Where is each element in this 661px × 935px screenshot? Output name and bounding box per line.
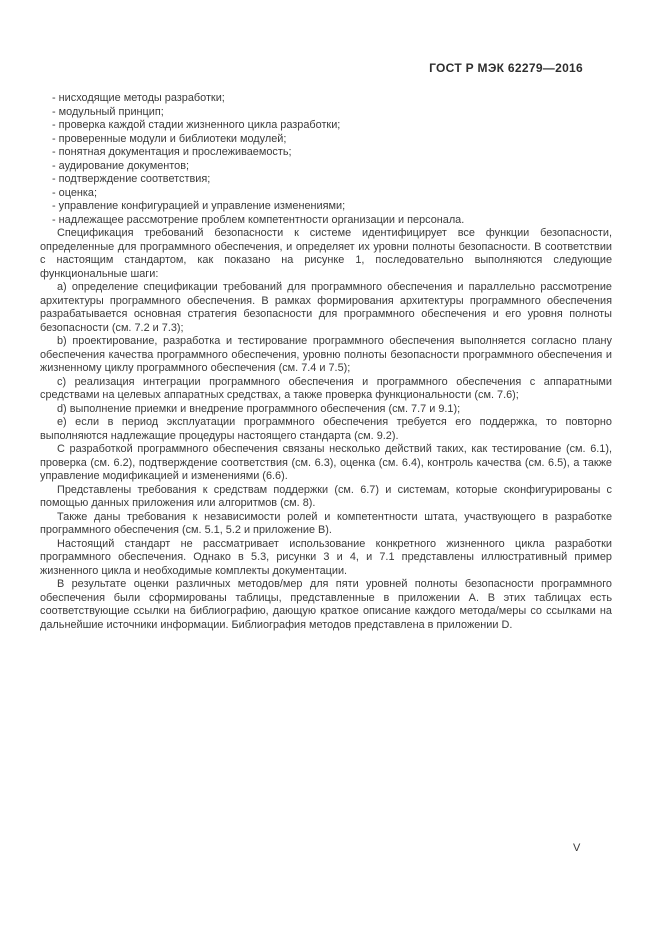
paragraph-support-tools: Представлены требования к средствам поддержки (см. 6.7) и системам, которые сконфигурированы с помощью данных приложения или алгоритмов (см. 8). <box>40 483 612 509</box>
page-number: V <box>573 842 581 854</box>
paragraph-step-b: b) проектирование, разработка и тестирование программного обеспечения выполняется согласно плану обеспечения качества программного обеспечения, уровню полноты безопасности программного обеспечения и жизненному циклу программного обеспечения (см. 7.4 и 7.5); <box>40 335 612 374</box>
list-item: - надлежащее рассмотрение проблем компетентности организации и персонала. <box>52 213 465 226</box>
paragraph-step-e: e) если в период эксплуатации программного обеспечения требуется его поддержка, то повторно выполняются надлежащие процедуры настоящего стандарта (см. 9.2). <box>40 416 612 442</box>
paragraph-development-actions: С разработкой программного обеспечения связаны несколько действий таких, как тестирование (см. 6.1), проверка (см. 6.2), подтверждение соответствия (см. 6.3), оценка (см. 6.4), контроль качества (см. 6.5), а также управление модификацией и изменениями (6.6). <box>40 443 612 482</box>
paragraph-step-a: a) определение спецификации требований для программного обеспечения и параллельно рассмотрение архитектуры программного обеспечения. В рамках формирования архитектуры программного обеспечения разрабатывается основная стратегия безопасности для программного обеспечения и его уровня полноты безопасности (см. 7.2 и 7.3); <box>40 281 612 334</box>
list-item: - оценка; <box>52 186 97 199</box>
list-item: - проверка каждой стадии жизненного цикла разработки; <box>52 119 341 131</box>
paragraph-evaluation-tables: В результате оценки различных методов/мер для пяти уровней полноты безопасности программного обеспечения были сформированы таблицы, представленные в приложении A. В этих таблицах есть соответствующие ссылки на библиографию, дающую краткое описание каждого метода/меры со ссылками на дальнейшие источники информации. Библиография методов представлена в приложении D. <box>40 578 612 631</box>
list-item: - модульный принцип; <box>52 105 164 118</box>
list-item: - подтверждение соответствия; <box>52 173 211 185</box>
list-item: - нисходящие методы разработки; <box>52 92 225 104</box>
standard-designation-header: ГОСТ Р МЭК 62279—2016 <box>429 61 583 75</box>
intro-list <box>40 92 612 227</box>
paragraph-roles-independence: Также даны требования к независимости ролей и компетентности штата, участвующего в разработке программного обеспечения (см. 5.1, 5.2 и приложение B). <box>40 510 612 536</box>
paragraph-lifecycle: Настоящий стандарт не рассматривает использование конкретного жизненного цикла разработки программного обеспечения. Однако в 5.3, рисунки 3 и 4, и 7.1 представлены иллюстративный пример жизненного цикла и необходимые комплекты документации. <box>40 537 612 577</box>
paragraph-step-c: c) реализация интеграции программного обеспечения и программного обеспечения с аппаратными средствами на целевых аппаратных средствах, а также проверка функциональности (см. 7.6); <box>40 375 612 401</box>
list-item: - аудирование документов; <box>52 159 190 172</box>
paragraph-safety-spec: Спецификация требований безопасности к системе идентифицирует все функции безопасности, определенные для программного обеспечения, и определяет их уровни полноты безопасности. В соответствии с настоящим стандартом, как показано на рисунке 1, последовательно выполняются следующие функциональные шаги: <box>40 227 612 280</box>
list-item: - управление конфигурацией и управление изменениями; <box>52 200 346 212</box>
list-item: - проверенные модули и библиотеки модулей; <box>52 132 287 145</box>
document-body <box>40 92 612 632</box>
list-item: - понятная документация и прослеживаемость; <box>52 146 292 158</box>
paragraph-step-d: d) выполнение приемки и внедрение программного обеспечения (см. 7.7 и 9.1); <box>57 402 461 415</box>
